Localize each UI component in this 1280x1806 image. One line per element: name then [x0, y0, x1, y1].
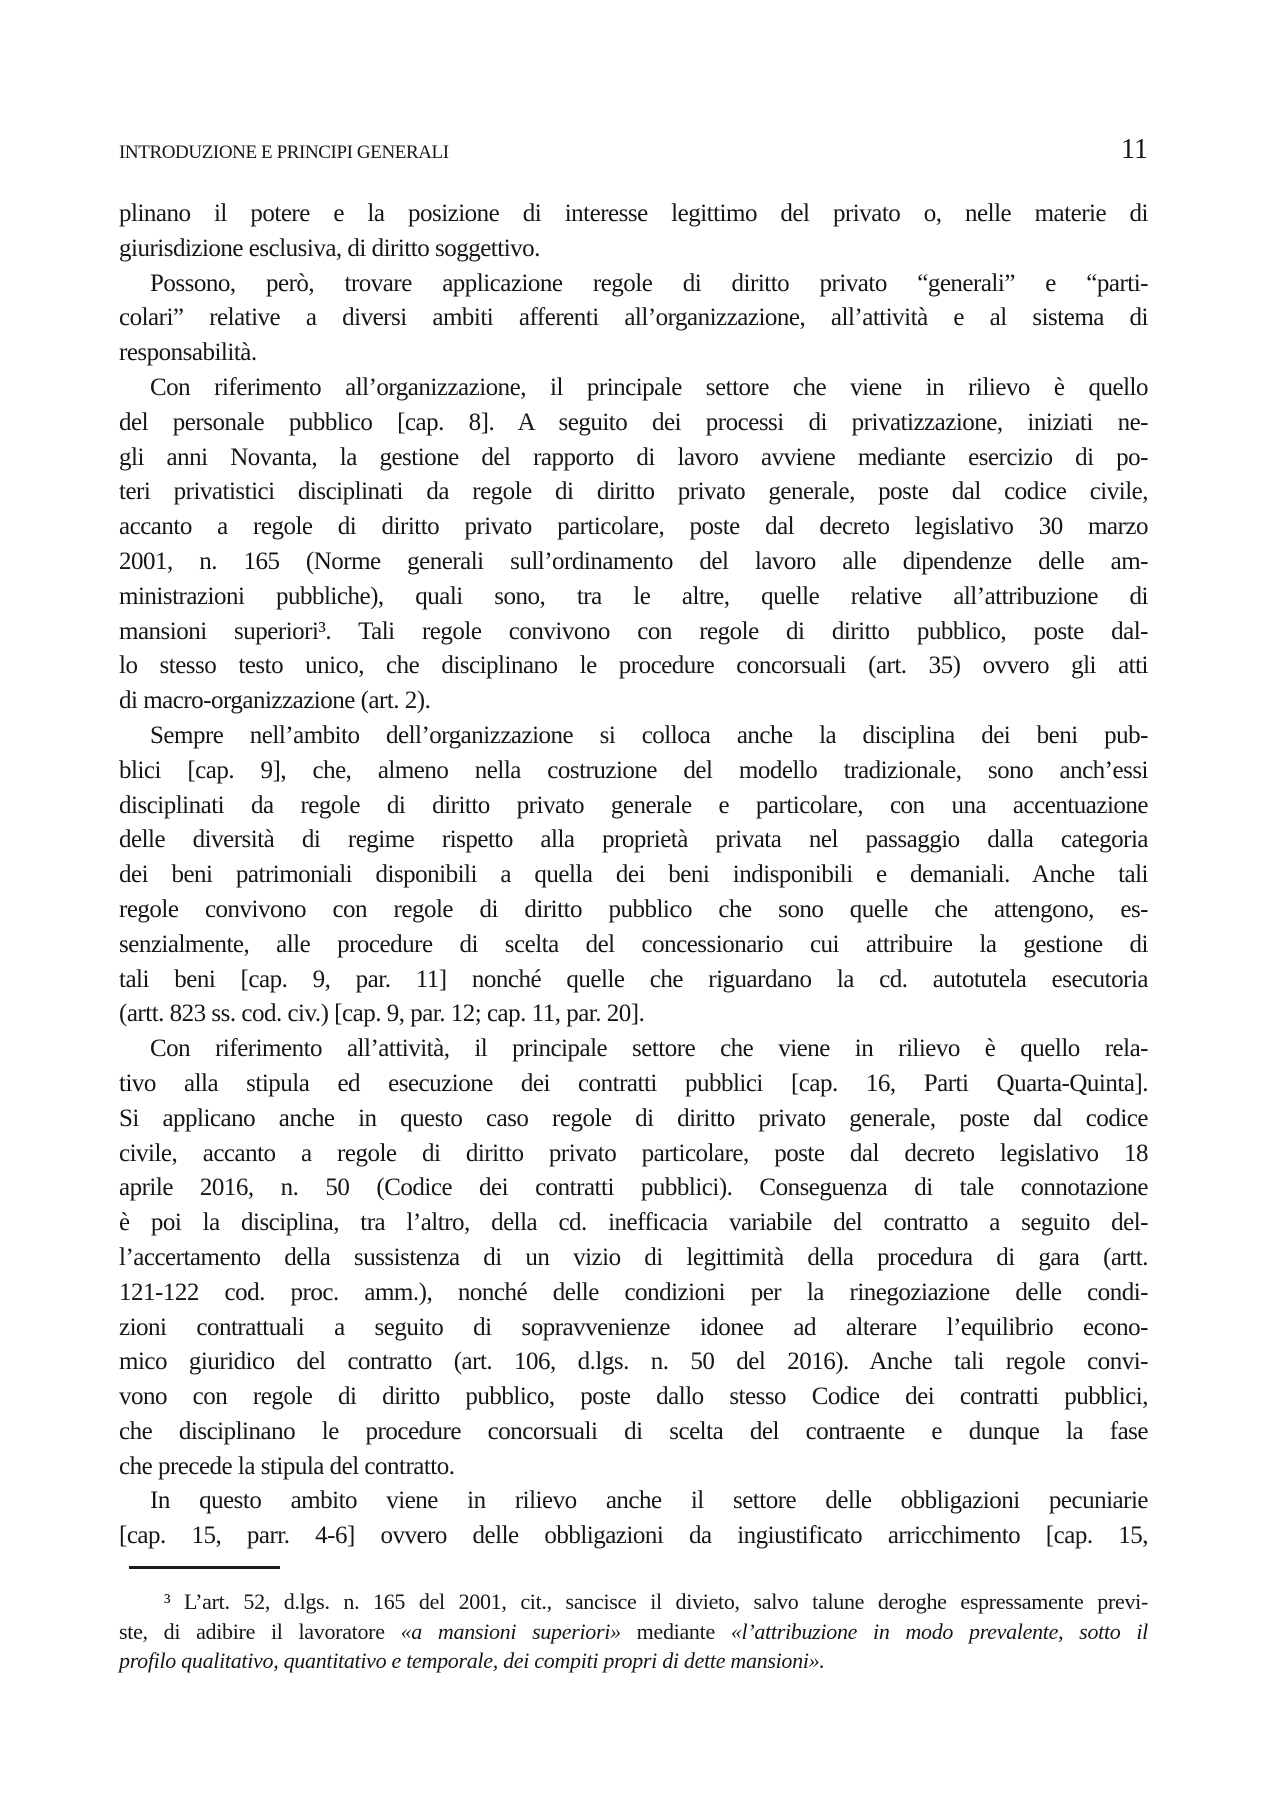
- text-line: ministrazioni pubbliche), quali sono, tra le altre, quelle relative all’attribuzione di: [119, 582, 1148, 610]
- text-line: l’accertamento della sussistenza di un vizio di legittimità della procedura di gara (artt.: [119, 1243, 1148, 1271]
- text-line: plinano il potere e la posizione di interesse legittimo del privato o, nelle materie di: [119, 200, 1148, 227]
- text-line: Possono, però, trovare applicazione regole di diritto privato “generali” e “parti-: [150, 269, 1148, 297]
- text-line: è poi la disciplina, tra l’altro, della cd. inefficacia variabile del contratto a seguito del-: [119, 1209, 1148, 1237]
- paragraph: [119, 719, 1148, 1032]
- text-line: vono con regole di diritto pubblico, poste dallo stesso Codice dei contratti pubblici,: [119, 1383, 1148, 1411]
- footnote-italic-run: «a mansioni superiori»: [400, 1618, 621, 1644]
- paragraph: [119, 267, 1148, 371]
- page-number: 11: [1121, 134, 1148, 165]
- text-line: tali beni [cap. 9, par. 11] nonché quelle che riguardano la cd. autotutela esecutoria: [119, 965, 1148, 993]
- text-line: teri privatistici disciplinati da regole di diritto privato generale, poste dal codice civile,: [119, 478, 1148, 506]
- footnote-text: [119, 1587, 1148, 1676]
- text-line: 2001, n. 165 (Norme generali sull’ordinamento del lavoro alle dipendenze delle am-: [119, 547, 1148, 575]
- footnote-text-run: ste, di adibire il lavoratore: [119, 1618, 401, 1644]
- text-line: responsabilità.: [119, 339, 257, 367]
- text-line: giurisdizione esclusiva, di diritto soggettivo.: [119, 234, 540, 262]
- text-line: civile, accanto a regole di diritto privato particolare, poste dal decreto legislativo 18: [119, 1139, 1148, 1167]
- text-line: blici [cap. 9], che, almeno nella costruzione del modello tradizionale, sono anch’essi: [119, 756, 1148, 784]
- footnote-italic-run: profilo qualitativo, quantitativo e temporale, dei compiti propri di dette mansioni».: [119, 1648, 825, 1673]
- footnote-separator: [129, 1566, 280, 1569]
- text-line: Con riferimento all’organizzazione, il principale settore che viene in rilievo è quello: [150, 373, 1148, 401]
- text-line: accanto a regole di diritto privato particolare, poste dal decreto legislativo 30 marzo: [119, 513, 1148, 541]
- text-line: mansioni superiori³. Tali regole convivono con regole di diritto pubblico, poste dal-: [119, 617, 1148, 645]
- text-line: che disciplinano le procedure concorsuali di scelta del contraente e dunque la fase: [119, 1417, 1148, 1445]
- text-line: zioni contrattuali a seguito di sopravvenienze idonee ad alterare l’equilibrio econo-: [119, 1313, 1148, 1341]
- text-line: dei beni patrimoniali disponibili a quella dei beni indisponibili e demaniali. Anche tali: [119, 861, 1148, 889]
- paragraph: [119, 197, 1148, 267]
- text-line: [cap. 15, parr. 4-6] ovvero delle obbligazioni da ingiustificato arricchimento [cap. 15,: [119, 1522, 1148, 1550]
- text-line: delle diversità di regime rispetto alla proprietà privata nel passaggio dalla categoria: [119, 826, 1148, 854]
- text-line: mico giuridico del contratto (art. 106, d.lgs. n. 50 del 2016). Anche tali regole convi-: [119, 1348, 1148, 1376]
- paragraph: [119, 371, 1148, 719]
- text-line: In questo ambito viene in rilievo anche il settore delle obbligazioni pecuniarie: [150, 1487, 1148, 1515]
- footnote-text-run: mediante: [620, 1618, 731, 1644]
- text-line: 121-122 cod. proc. amm.), nonché delle condizioni per la rinegoziazione delle condi-: [119, 1278, 1148, 1306]
- text-line: tivo alla stipula ed esecuzione dei contratti pubblici [cap. 16, Parti Quarta-Quinta].: [119, 1069, 1148, 1097]
- text-line: aprile 2016, n. 50 (Codice dei contratti pubblici). Conseguenza di tale connotazione: [119, 1174, 1148, 1202]
- footnote-line: [119, 1646, 1148, 1676]
- text-line: di macro-organizzazione (art. 2).: [119, 687, 431, 715]
- footnote-line: [119, 1617, 1148, 1647]
- page-header: [119, 134, 1148, 166]
- footnote-line: [119, 1587, 1148, 1617]
- text-line: disciplinati da regole di diritto privato generale e particolare, con una accentuazione: [119, 791, 1148, 819]
- paragraph: [119, 1032, 1148, 1484]
- text-line: lo stesso testo unico, che disciplinano le procedure concorsuali (art. 35) ovvero gli atti: [119, 652, 1148, 680]
- text-line: colari” relative a diversi ambiti afferenti all’organizzazione, all’attività e al sistema di: [119, 304, 1148, 332]
- footnote-text-run: ³ L’art. 52, d.lgs. n. 165 del 2001, cit., sancisce il divieto, salvo talune deroghe espressamente previ-: [164, 1589, 1148, 1614]
- text-line: gli anni Novanta, la gestione del rapporto di lavoro avviene mediante esercizio di po-: [119, 443, 1148, 471]
- text-line: che precede la stipula del contratto.: [119, 1452, 455, 1480]
- text-line: del personale pubblico [cap. 8]. A seguito dei processi di privatizzazione, iniziati ne-: [119, 408, 1148, 436]
- footnote-italic-run: «l’attribuzione in modo prevalente, sotto il: [730, 1618, 1148, 1644]
- page-body: [119, 197, 1148, 1554]
- text-line: (artt. 823 ss. cod. civ.) [cap. 9, par. 12; cap. 11, par. 20].: [119, 1000, 645, 1028]
- text-line: regole convivono con regole di diritto pubblico che sono quelle che attengono, es-: [119, 895, 1148, 923]
- running-title: INTRODUZIONE E PRINCIPI GENERALI: [119, 142, 449, 163]
- text-line: Si applicano anche in questo caso regole di diritto privato generale, poste dal codice: [119, 1104, 1148, 1132]
- text-line: senzialmente, alle procedure di scelta del concessionario cui attribuire la gestione di: [119, 930, 1148, 958]
- text-line: Con riferimento all’attività, il principale settore che viene in rilievo è quello rela-: [150, 1035, 1148, 1063]
- text-line: Sempre nell’ambito dell’organizzazione si colloca anche la disciplina dei beni pub-: [150, 721, 1148, 749]
- paragraph: [119, 1484, 1148, 1554]
